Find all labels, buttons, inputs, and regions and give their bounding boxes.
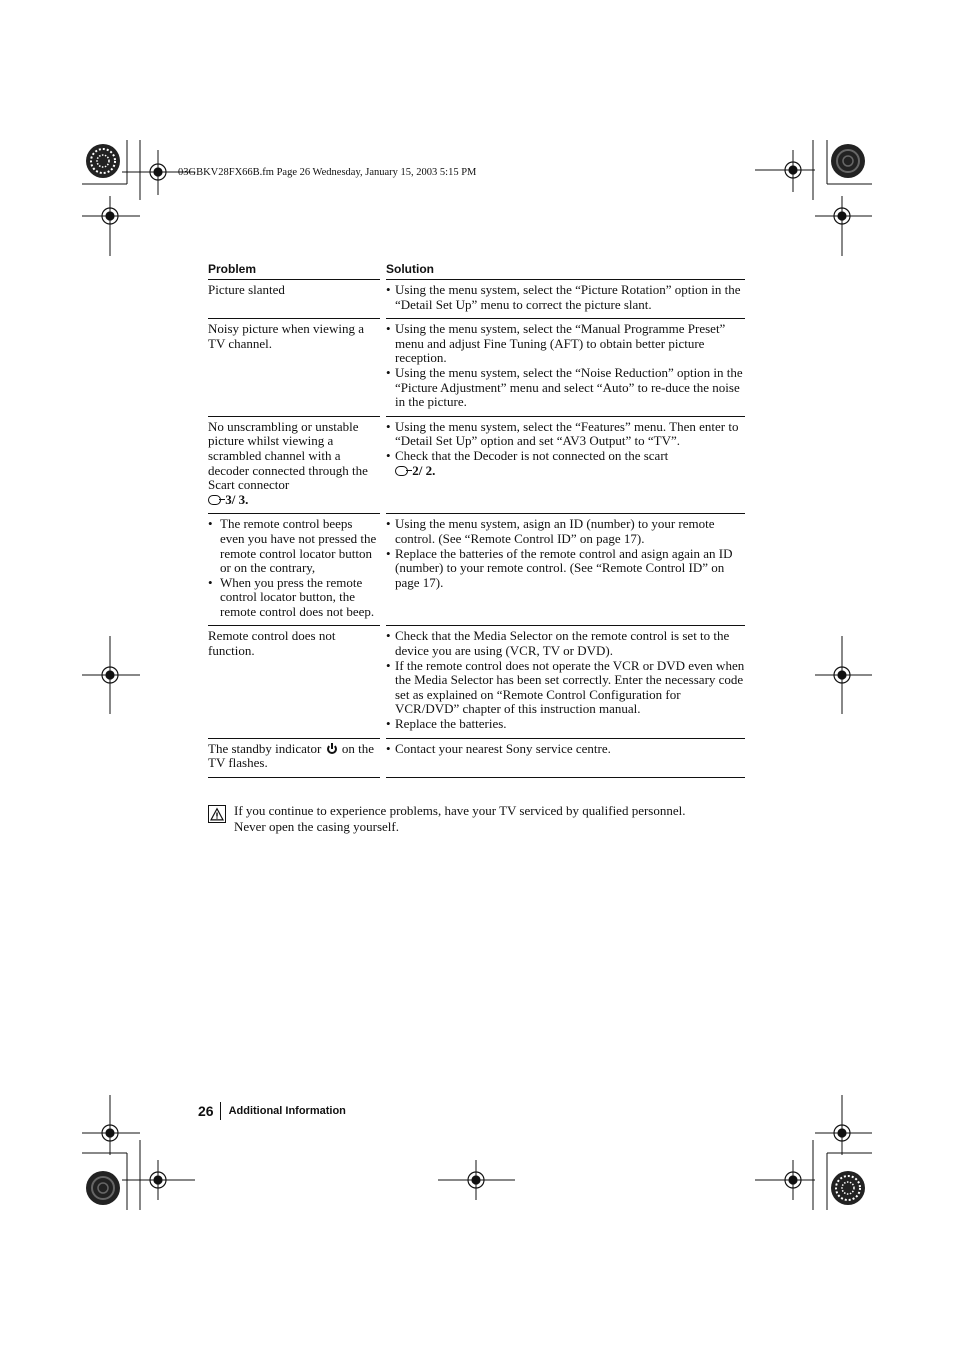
solution-cell xyxy=(386,514,745,626)
problem-cell: The standby indicator on the TV flashes. xyxy=(208,739,380,778)
solution-item: • Using the menu system, asign an ID (number) to your remote control. (See “Remote Control ID” on page 17). xyxy=(386,516,715,546)
warning-note xyxy=(208,803,748,835)
section-title: Additional Information xyxy=(228,1105,346,1117)
solution-item: • Contact your nearest Sony service centre. xyxy=(386,740,611,756)
solution-item: • Check that the Media Selector on the remote control is set to the device you are using (VCR, TV or DVD). xyxy=(386,628,730,659)
solution-cell xyxy=(386,417,745,515)
scart-connector-icon xyxy=(395,466,408,476)
table-row xyxy=(208,739,745,778)
problem-item: • When you press the remote control locator button, the remote control does not beep. xyxy=(208,574,375,619)
file-info-header: 03GBKV28FX66B.fm Page 26 Wednesday, January 15, 2003 5:15 PM xyxy=(178,167,477,178)
warning-triangle-icon xyxy=(208,805,226,823)
table-row xyxy=(208,319,745,417)
standby-power-icon xyxy=(327,744,337,754)
problem-cell: Picture slanted xyxy=(208,280,380,319)
solution-item: • Replace the batteries. xyxy=(386,716,507,732)
problem-cell xyxy=(208,514,380,626)
solution-cell xyxy=(386,626,745,738)
troubleshooting-table xyxy=(208,262,745,778)
table-row xyxy=(208,417,745,515)
table-header xyxy=(208,262,745,280)
solution-item: • Using the menu system, select the “Picture Rotation” option in the “Detail Set Up” menu to correct the picture slant. xyxy=(386,282,741,312)
problem-cell: Noisy picture when viewing a TV channel. xyxy=(208,319,380,417)
header-problem: Problem xyxy=(208,262,380,280)
page-number: 26 xyxy=(198,1102,221,1120)
solution-cell xyxy=(386,280,745,319)
scart-connector-icon xyxy=(208,495,221,505)
header-solution: Solution xyxy=(386,262,745,280)
solution-cell xyxy=(386,319,745,417)
problem-cell: No unscrambling or unstable picture whilst viewing a scrambled channel with a decoder connected through the Scart connector 3/ 3. xyxy=(208,417,380,515)
problem-cell: Remote control does not function. xyxy=(208,626,380,738)
table-row xyxy=(208,626,745,738)
solution-item: • Using the menu system, select the “Manual Programme Preset” menu and adjust Fine Tuning (AFT) to obtain better picture reception. xyxy=(386,321,726,366)
connector-label: 2/ 2. xyxy=(412,462,436,478)
table-row xyxy=(208,514,745,626)
solution-item: • Using the menu system, select the “Features” menu. Then enter to “Detail Set Up” option and set “AV3 Output” to “TV”. xyxy=(386,418,739,449)
solution-item: • Using the menu system, select the “Noise Reduction” option in the “Picture Adjustment” menu and select “Auto” to re-duce the noise in the picture. xyxy=(386,364,743,410)
solution-item: • If the remote control does not operate the VCR or DVD even when the Media Selector has been set correctly. Enter the necessary code set as explained on “Remote Control Configuration for VCR/DVD” chapter of this instruction manual. xyxy=(386,657,745,717)
warning-text: If you continue to experience problems, have your TV serviced by qualified personnel. Never open the casing yourself. xyxy=(234,803,686,834)
solution-cell xyxy=(386,739,745,778)
page-footer xyxy=(198,1102,346,1120)
connector-label: 3/ 3. xyxy=(225,491,249,507)
table-row xyxy=(208,280,745,319)
solution-item: • Replace the batteries of the remote control and asign again an ID (number) to your remote control. (See “Remote Control ID” on page 17). xyxy=(386,545,733,590)
problem-item: • The remote control beeps even you have not pressed the remote control locator button or on the contrary, xyxy=(208,516,377,576)
solution-item: • Check that the Decoder is not connected on the scart 2/ 2. xyxy=(386,447,669,478)
